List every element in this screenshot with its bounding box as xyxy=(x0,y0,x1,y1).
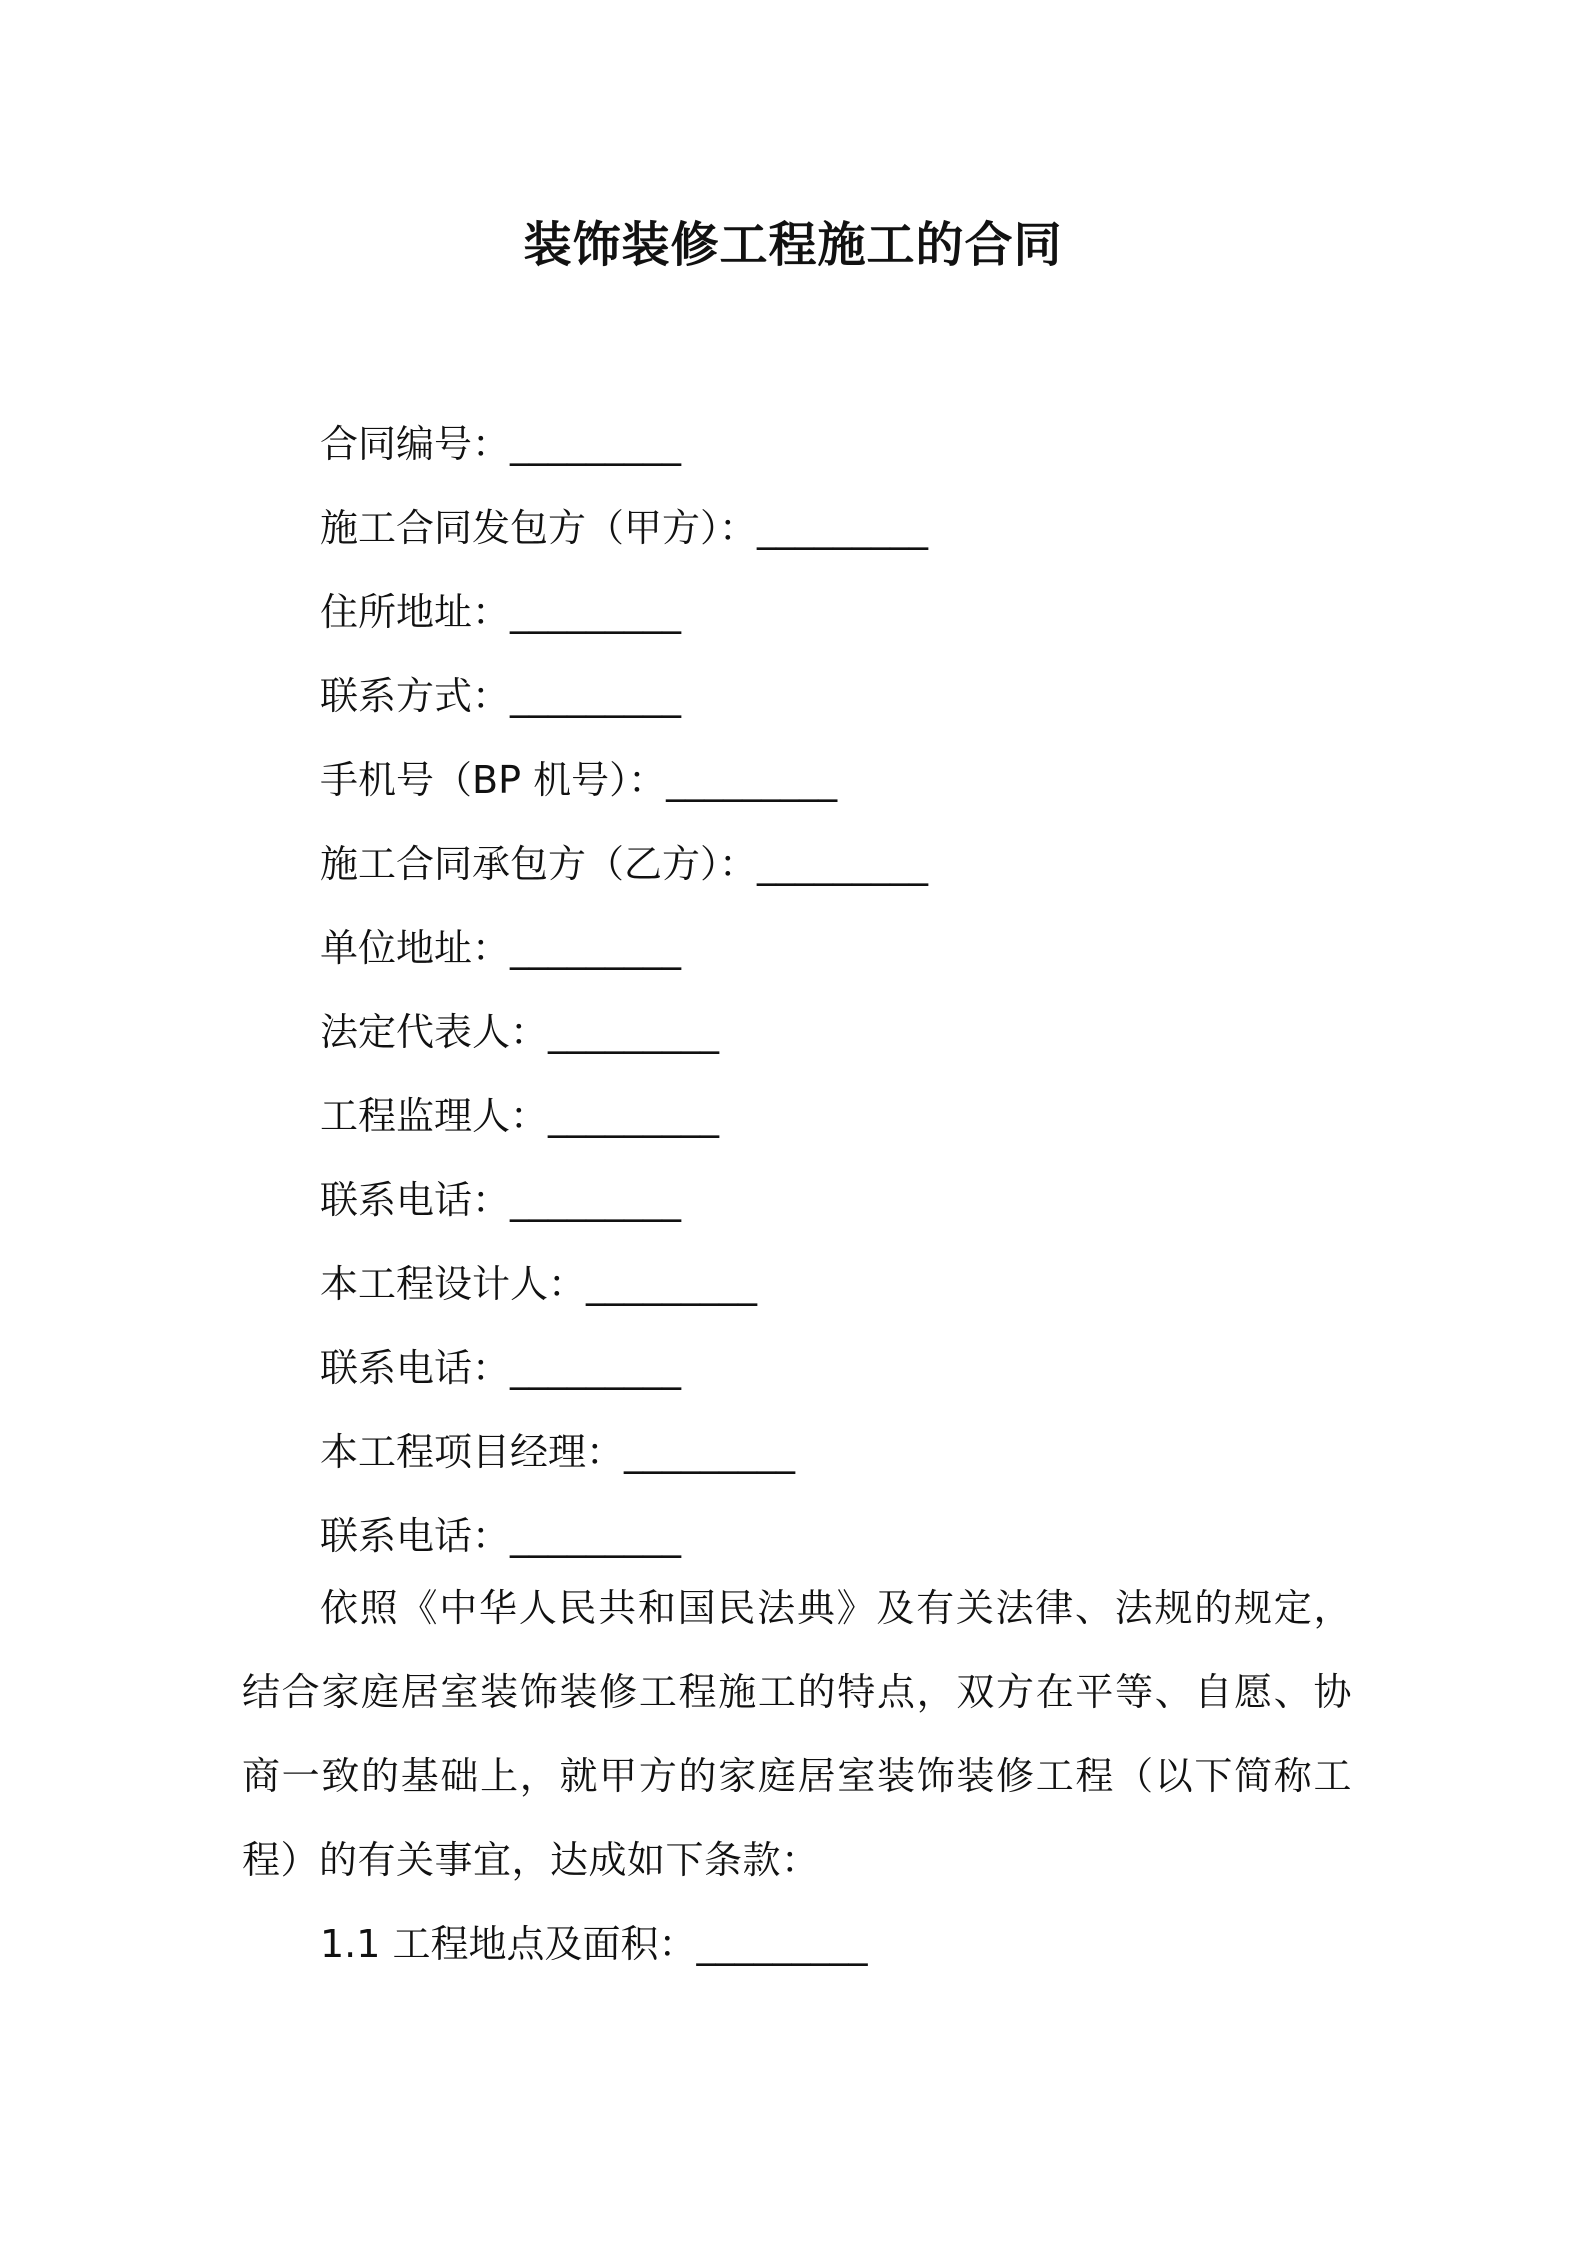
page-title: 装饰装修工程施工的合同 xyxy=(523,217,1063,273)
field-project-manager: 本工程项目经理：_________ xyxy=(320,1430,796,1474)
field-contract-number: 合同编号：_________ xyxy=(320,422,682,466)
field-mobile-number: 手机号（BP 机号）：_________ xyxy=(320,758,838,802)
field-designer-phone: 联系电话：_________ xyxy=(320,1346,682,1390)
field-party-a-contact: 联系方式：_________ xyxy=(320,674,682,718)
clause-1-1: 1.1 工程地点及面积：_________ xyxy=(320,1922,868,1966)
field-supervisor: 工程监理人：_________ xyxy=(320,1094,720,1138)
field-company-address: 单位地址：_________ xyxy=(320,926,682,970)
field-designer: 本工程设计人：_________ xyxy=(320,1262,758,1306)
field-party-a-address: 住所地址：_________ xyxy=(320,590,682,634)
field-project-manager-phone: 联系电话：_________ xyxy=(320,1514,682,1558)
field-party-a: 施工合同发包方（甲方）：_________ xyxy=(320,506,929,550)
preamble-paragraph: 依照《中华人民共和国民法典》及有关法律、法规的规定，结合家庭居室装饰装修工程施工的特点，双方在平等、自愿、协商一致的基础上，就甲方的家庭居室装饰装修工程（以下简称工程）的有关事宜，达成如下条款： xyxy=(242,1586,1352,1882)
contract-fields xyxy=(320,402,1360,1578)
field-legal-representative: 法定代表人：_________ xyxy=(320,1010,720,1054)
field-party-b: 施工合同承包方（乙方）：_________ xyxy=(320,842,929,886)
field-supervisor-phone: 联系电话：_________ xyxy=(320,1178,682,1222)
